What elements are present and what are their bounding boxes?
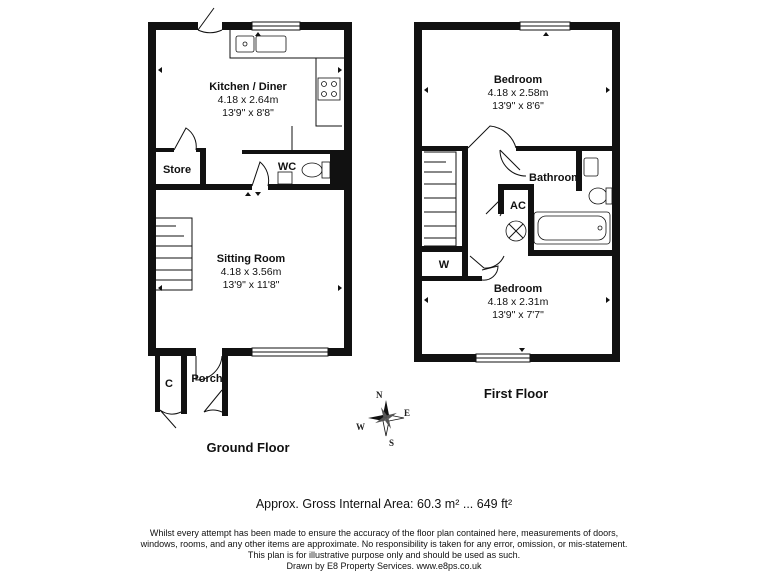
gross-internal-area: Approx. Gross Internal Area: 60.3 m² ... 649 ft² (255, 497, 513, 511)
disclaimer-line: windows, rooms, and any other items are approximate. No responsibility is taken for any error, omission, or mis-statement. (140, 539, 628, 549)
first-stairs (424, 152, 456, 246)
cupboard-name: C (165, 378, 173, 390)
kitchen-metric: 4.18 x 2.64m (217, 94, 279, 106)
porch-name: Porch (191, 373, 223, 385)
wardrobe-name: W (438, 259, 450, 271)
bedroom2-name: Bedroom (493, 283, 543, 295)
bedroom1-metric: 4.18 x 2.58m (487, 87, 549, 99)
disclaimer (0, 528, 768, 572)
compass-rose (356, 390, 410, 448)
compass-n: N (376, 390, 383, 400)
compass-w: W (356, 422, 365, 432)
first-floor-title: First Floor (483, 386, 549, 401)
sitting-room-imperial: 13'9" x 11'8" (222, 279, 280, 291)
credit-line: Drawn by E8 Property Services. www.e8ps.co.uk (286, 561, 482, 571)
sitting-room-name: Sitting Room (216, 253, 286, 265)
disclaimer-line: This plan is for illustrative purpose only and should be used as such. (247, 550, 521, 560)
kitchen-name: Kitchen / Diner (209, 81, 287, 93)
compass-s: S (389, 438, 395, 448)
bedroom1-name: Bedroom (493, 74, 543, 86)
bathroom-name: Bathroom (529, 172, 581, 184)
bedroom2-imperial: 13'9" x 7'7" (492, 309, 544, 321)
ground-stairs (156, 218, 192, 290)
disclaimer-line: Whilst every attempt has been made to ensure the accuracy of the floor plan contained here, measurements of doors, (149, 528, 619, 538)
ground-floor-title: Ground Floor (206, 440, 290, 455)
sitting-room-metric: 4.18 x 3.56m (220, 266, 282, 278)
wc-name: WC (277, 161, 297, 173)
ground-floor-plan (148, 8, 352, 428)
compass-e: E (404, 408, 411, 418)
store-name: Store (162, 164, 192, 176)
bedroom2-metric: 4.18 x 2.31m (487, 296, 549, 308)
kitchen-imperial: 13'9" x 8'8" (222, 107, 274, 119)
bedroom1-imperial: 13'9" x 8'6" (492, 100, 544, 112)
airing-cupboard-name: AC (510, 200, 526, 212)
